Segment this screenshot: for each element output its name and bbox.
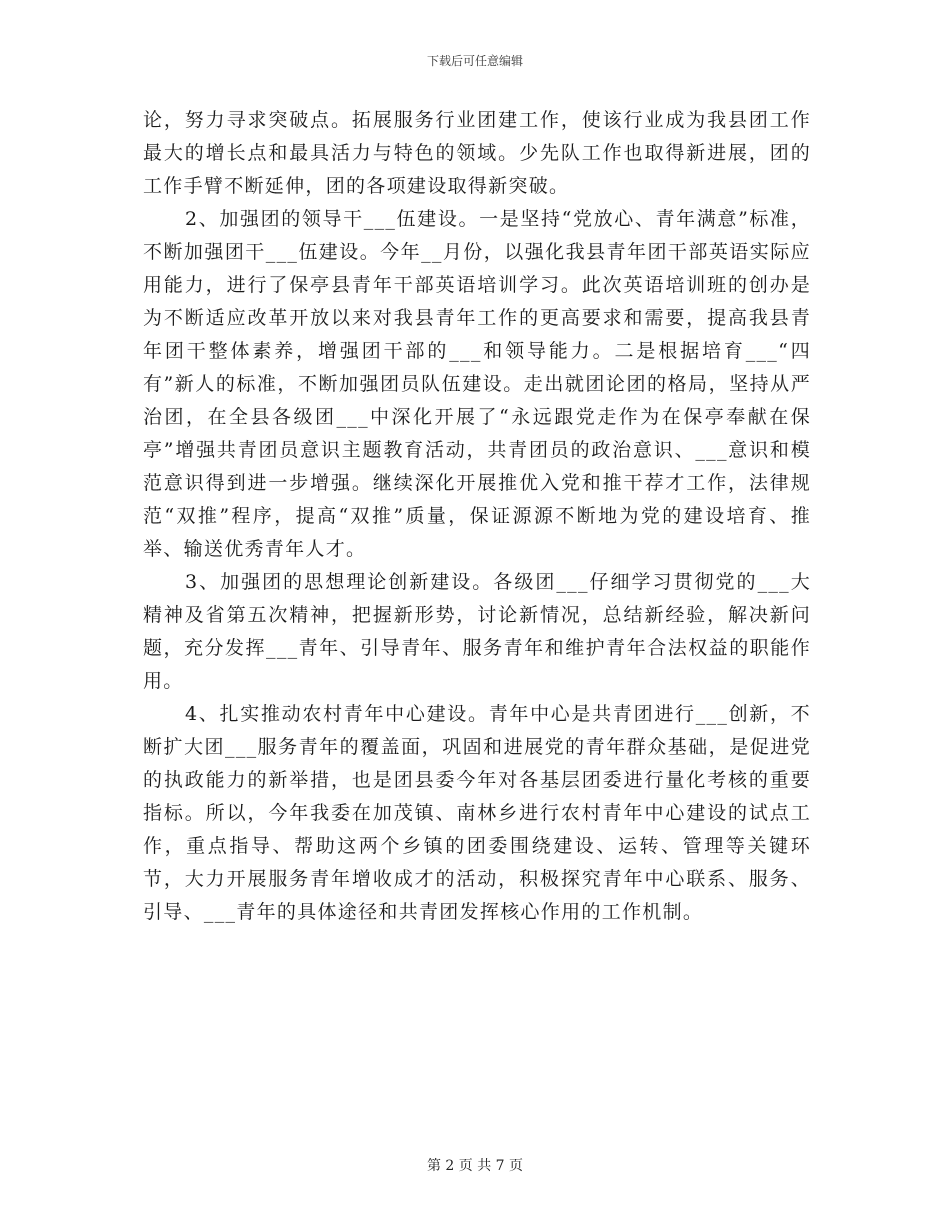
page-number: 第 2 页 共 7 页 — [426, 1158, 524, 1174]
paragraph-item-2: 2、加强团的领导干___伍建设。一是坚持“党放心、青年满意”标准，不断加强团干___伍建设。今年__月份，以强化我县青年团干部英语实际应用能力，进行了保亭县青年干部英语培训学习。此次英语培训班的创办是为不断适应改革开放以来对我县青年工作的更高要求和需要，提高我县青年团干整体素养，增强团干部的___和领导能力。二是根据培育___“四有”新人的标准，不断加强团员队伍建设。走出就团论团的格局，坚持从严治团，在全县各级团___中深化开展了“永远跟党走作为在保亭奉献在保亭”增强共青团员意识主题教育活动，共青团员的政治意识、___意识和模范意识得到进一步增强。继续深化开展推优入党和推干荐才工作，法律规范“双推”程序，提高“双推”质量，保证源源不断地为党的建设培育、推举、输送优秀青年人才。 — [143, 208, 811, 560]
page-header: 下载后可任意编辑 — [426, 54, 523, 68]
paragraph-item-4: 4、扎实推动农村青年中心建设。青年中心是共青团进行___创新，不断扩大团___服务青年的覆盖面，巩固和进展党的青年群众基础，是促进党的执政能力的新举措，也是团县委今年对各基层团委进行量化考核的重要指标。所以，今年我委在加茂镇、南林乡进行农村青年中心建设的试点工作，重点指导、帮助这两个乡镇的团委围绕建设、运转、管理等关键环节，大力开展服务青年增收成才的活动，积极探究青年中心联系、服务、引导、___青年的具体途径和共青团发挥核心作用的工作机制。 — [143, 703, 811, 923]
document-body — [143, 104, 811, 929]
paragraph-item-3: 3、加强团的思想理论创新建设。各级团___仔细学习贯彻党的___大精神及省第五次精神，把握新形势，讨论新情况，总结新经验，解决新问题，充分发挥___青年、引导青年、服务青年和维护青年合法权益的职能作用。 — [143, 571, 811, 692]
paragraph-continuation: 论，努力寻求突破点。拓展服务行业团建工作，使该行业成为我县团工作最大的增长点和最具活力与特色的领域。少先队工作也取得新进展，团的工作手臂不断延伸，团的各项建设取得新突破。 — [143, 109, 811, 197]
